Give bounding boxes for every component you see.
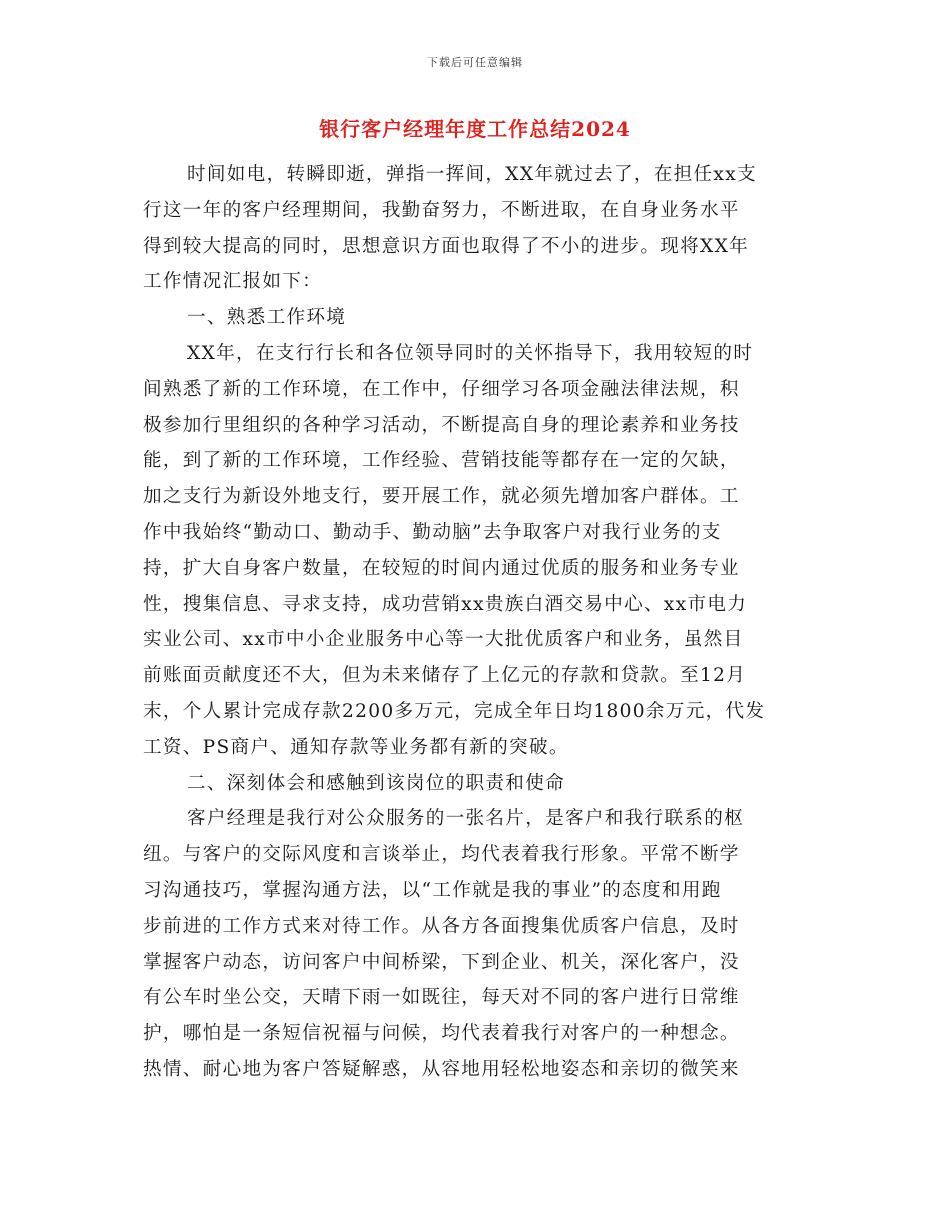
text-line: XX年，在支行行长和各位领导同时的关怀指导下，我用较短的时 (187, 342, 754, 364)
section-heading: 二、深刻体会和感触到该岗位的职责和使命 (187, 772, 565, 794)
text-line: 得到较大提高的同时，思想意识方面也取得了不小的进步。现将XX年 (143, 235, 749, 257)
section-heading: 一、熟悉工作环境 (187, 307, 347, 329)
document-title: 银行客户经理年度工作总结2024 (319, 117, 631, 141)
text-line: 行这一年的客户经理期间，我勤奋努力，不断进取，在自身业务水平 (143, 199, 740, 221)
text-line: 热情、耐心地为客户答疑解惑，从容地用轻松地姿态和亲切的微笑来 (143, 1058, 740, 1080)
text-line: 习沟通技巧，掌握沟通方法，以“工作就是我的事业”的态度和用跑 (143, 879, 722, 901)
text-line: 掌握客户动态，访问客户中间桥梁，下到企业、机关，深化客户，没 (143, 951, 740, 973)
text-line: 步前进的工作方式来对待工作。从各方各面搜集优质客户信息，及时 (143, 915, 740, 937)
text-line: 性，搜集信息、寻求支持，成功营销xx贵族白酒交易中心、xx市电力 (143, 593, 748, 615)
header-note: 下载后可任意编辑 (427, 56, 523, 69)
text-line: 作中我始终“勤动口、勤动手、勤动脑”去争取客户对我行业务的支 (143, 521, 722, 543)
text-line: 加之支行为新设外地支行，要开展工作，就必须先增加客户群体。工 (143, 486, 740, 508)
text-line: 时间如电，转瞬即逝，弹指一挥间，XX年就过去了，在担任xx支 (187, 164, 757, 185)
document-body (143, 157, 813, 1088)
text-line: 能，到了新的工作环境，工作经验、营销技能等都存在一定的欠缺， (143, 450, 740, 472)
text-line: 有公车时坐公交，天晴下雨一如既往，每天对不同的客户进行日常维 (143, 987, 740, 1009)
text-line: 前账面贡献度还不大，但为未来储存了上亿元的存款和贷款。至12月 (143, 665, 747, 687)
text-line: 工作情况汇报如下： (143, 271, 323, 293)
text-line: 护，哪怕是一条短信祝福与问候，均代表着我行对客户的一种想念。 (143, 1023, 740, 1045)
text-line: 极参加行里组织的各种学习活动，不断提高自身的理论素养和业务技 (143, 414, 740, 436)
text-line: 持，扩大自身客户数量，在较短的时间内通过优质的服务和业务专业 (143, 557, 740, 579)
text-line: 实业公司、xx市中小企业服务中心等一大批优质客户和业务，虽然目 (143, 629, 744, 651)
text-line: 末，个人累计完成存款2200多万元，完成全年日均1800余万元，代发 (143, 700, 766, 722)
text-line: 工资、PS商户、通知存款等业务都有新的突破。 (143, 736, 569, 758)
text-line: 纽。与客户的交际风度和言谈举止，均代表着我行形象。平常不断学 (143, 844, 740, 866)
text-line: 客户经理是我行对公众服务的一张名片，是客户和我行联系的枢 (187, 808, 745, 830)
text-line: 间熟悉了新的工作环境，在工作中，仔细学习各项金融法律法规，积 (143, 378, 740, 400)
